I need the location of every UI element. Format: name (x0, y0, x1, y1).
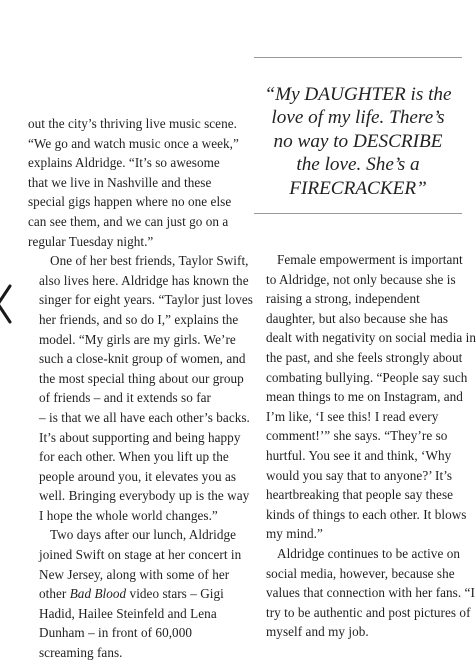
text-line: kinds of things to each other. It blows (266, 506, 467, 522)
text-line: Female empowerment is important (277, 252, 463, 267)
text-line: – is that we all have each other’s backs. (39, 409, 250, 425)
video-title: Bad Blood (69, 586, 127, 602)
text-line: her friends, and so do I,” explains the (39, 311, 239, 327)
text-line: out the city’s thriving live music scene. (28, 116, 237, 131)
paragraph (28, 525, 242, 662)
article-column-left (28, 114, 253, 663)
text-line: Dunham – in front of 60,000 (39, 625, 192, 641)
text-line: myself and my job. (266, 624, 369, 640)
quote-line: the love. She’s a (296, 154, 420, 176)
text-line: I’m like, ‘I see this! I read every (266, 408, 439, 424)
text-line: special gigs happen where no one else (28, 194, 232, 210)
text-line: well. Bringing everybody up is the way (39, 488, 250, 504)
article-column-right (255, 250, 476, 642)
text-line: Aldridge continues to be active on (277, 545, 460, 561)
paragraph (255, 544, 475, 642)
quote-line: “My DAUGHTER is the (264, 84, 452, 105)
text-run: other (39, 586, 70, 602)
text-line: of friends – and it extends so far (39, 390, 211, 406)
text-line: also lives here. Aldridge has known the (39, 272, 249, 288)
pull-quote-text (254, 58, 462, 213)
quote-line: no way to DESCRIBE (273, 130, 443, 152)
text-line (28, 584, 242, 604)
text-line: can see them, and we can just go on a (28, 213, 229, 229)
text-line: screaming fans. (39, 645, 123, 661)
text-line: hurtful. You see it and think, ‘Why (266, 447, 452, 463)
text-line: combating bullying. “People say such (266, 369, 468, 385)
text-line: the most special thing about our group (39, 370, 244, 386)
text-line: heartbreaking that people say these (266, 487, 454, 503)
text-line: regular Tuesday night.” (28, 233, 154, 249)
text-line: values that connection with her fans. “I (266, 585, 475, 601)
text-line: try to be authentic and post pictures of (266, 604, 471, 620)
paragraph (255, 250, 476, 544)
text-line: such a close-knit group of women, and (39, 351, 246, 367)
text-line: Two days after our lunch, Aldridge (50, 527, 237, 543)
text-line: that we live in Nashville and these (28, 174, 212, 190)
text-line: It’s about supporting and being happy (39, 429, 241, 445)
text-line: social media, however, because she (266, 565, 455, 581)
text-line: dealt with negativity on social media in (266, 330, 476, 346)
text-line: people around you, it elevates you as (39, 468, 237, 484)
text-line: mean things to me on Instagram, and (266, 389, 463, 405)
text-line: raising a strong, independent (266, 291, 420, 307)
quote-line: FIRECRACKER” (289, 177, 427, 199)
text-line: joined Swift on stage at her concert in (39, 547, 242, 563)
text-line: I hope the whole world changes.” (39, 507, 218, 523)
text-line: One of her best friends, Taylor Swift, (50, 253, 249, 269)
chevron-left-icon[interactable] (0, 283, 16, 325)
quote-line: love of my life. There’s (271, 107, 445, 129)
text-line: would you say that to anyone?’ It’s (266, 467, 453, 483)
text-line: model. “My girls are my girls. We’re (39, 331, 236, 347)
text-line: my mind.” (266, 526, 323, 542)
text-line: Hadid, Hailee Steinfeld and Lena (39, 605, 217, 621)
text-line: singer for eight years. “Taylor just loves (39, 292, 253, 308)
pull-quote (254, 57, 462, 214)
text-line: “We go and watch music once a week,” (28, 135, 239, 151)
text-line: New Jersey, along with some of her (39, 566, 230, 582)
paragraph (28, 251, 253, 525)
text-line: the past, and she feels strongly about (266, 349, 463, 365)
text-line: to Aldridge, not only because she is (266, 271, 456, 287)
text-line: for each other. When you lift up the (39, 449, 229, 465)
text-line: explains Aldridge. “It’s so awesome (28, 155, 220, 171)
paragraph (28, 114, 242, 251)
text-run: video stars – Gigi (126, 586, 224, 602)
text-line: daughter, but also because she has (266, 310, 449, 326)
text-line: comment!’” she says. “They’re so (266, 428, 448, 444)
